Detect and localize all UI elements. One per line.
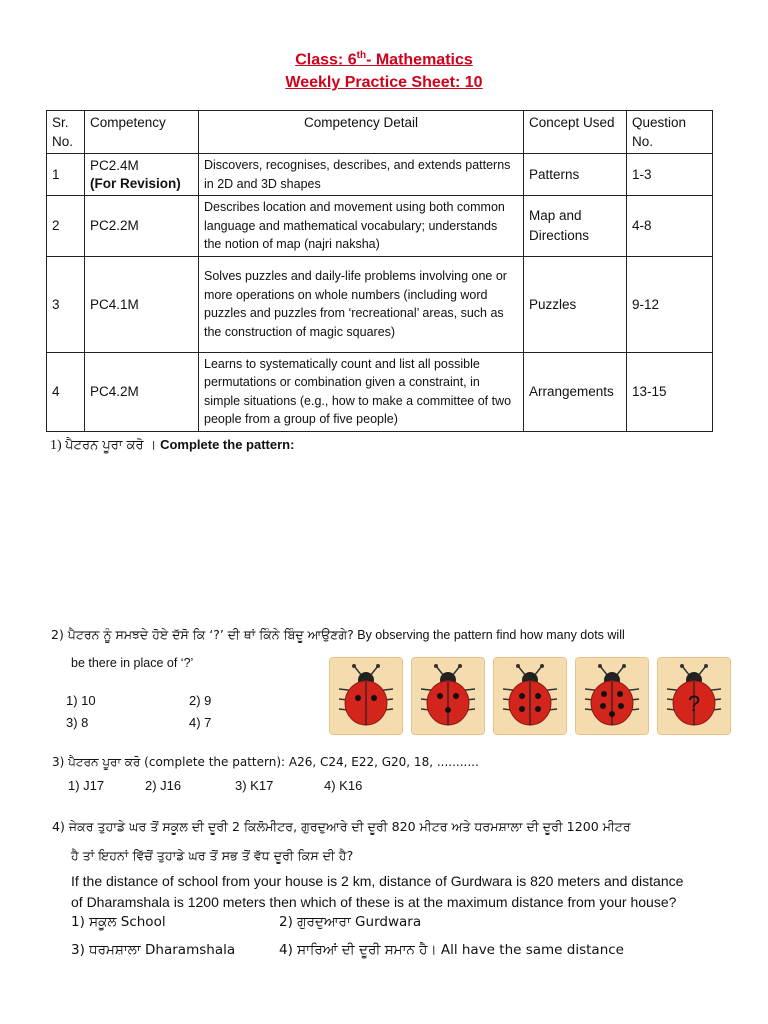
table-row: [47, 352, 713, 431]
cell-detail: Describes location and movement using both common language and mathematical vocabulary; understands the notion of map (najri naksha): [199, 196, 524, 257]
cell-competency: PC4.1M: [85, 256, 199, 352]
cell-sr: 3: [47, 256, 85, 352]
cell-concept: Arrangements: [524, 352, 627, 431]
cell-competency: PC2.2M: [85, 196, 199, 257]
ladybug-icon: [330, 658, 402, 734]
header-sr: Sr. No.: [47, 111, 85, 154]
option: 1) J17: [68, 778, 105, 793]
header-qno: Question No.: [627, 111, 713, 154]
cell-qno: 4-8: [627, 196, 713, 257]
cell-qno: 1-3: [627, 154, 713, 196]
cell-qno: 13-15: [627, 352, 713, 431]
table-row: [47, 256, 713, 352]
table-row: [47, 154, 713, 196]
ladybug-pattern: [329, 657, 719, 733]
option: 3) K17: [235, 778, 274, 793]
ladybug-icon: [412, 658, 484, 734]
ladybug-image: [493, 657, 567, 735]
question-2: 2) ਪੈਟਰਨ ਨੂੰ ਸਮਝਦੇ ਹੋਏ ਦੱਸੋ ਕਿ ‘?’ ਦੀ ਥਾਂ ਕਿੰਨੇ ਬਿੰਦੂ ਆਉਣਗੇ? By observing the pattern find how many dots will: [51, 627, 625, 642]
question-2-cont: be there in place of ‘?’: [71, 656, 194, 670]
option: 4) K16: [324, 778, 363, 793]
cell-competency: PC2.4M (For Revision): [85, 154, 199, 196]
question-4-punjabi-cont: ਹੈ ਤਾਂ ਇਹਨਾਂ ਵਿੱਚੋਂ ਤੁਹਾਡੇ ਘਰ ਤੋਂ ਸਭ ਤੋਂ ਵੱਧ ਦੂਰੀ ਕਿਸ ਦੀ ਹੈ?: [71, 848, 354, 863]
cell-concept: Puzzles: [524, 256, 627, 352]
option: 3) ਧਰਮਸ਼ਾਲਾ Dharamshala: [71, 942, 236, 958]
table-row: [47, 196, 713, 257]
option: 2) 9: [189, 693, 212, 708]
ladybug-icon: [494, 658, 566, 734]
ladybug-image: [329, 657, 403, 735]
ladybug-image: [575, 657, 649, 735]
option: 2) ਗੁਰਦੁਆਰਾ Gurdwara: [279, 914, 422, 930]
header-concept: Concept Used: [524, 111, 627, 154]
ladybug-image: [657, 657, 731, 735]
question-4-english-cont: of Dharamshala is 1200 meters then which of these is at the maximum distance from your house?: [71, 894, 677, 910]
option: 3) 8: [66, 715, 89, 730]
cell-concept: Patterns: [524, 154, 627, 196]
question-4-english: If the distance of school from your house is 2 km, distance of Gurdwara is 820 meters and distance: [71, 873, 684, 889]
revision-note: (For Revision): [90, 175, 181, 191]
cell-detail: Discovers, recognises, describes, and extends patterns in 2D and 3D shapes: [199, 154, 524, 196]
table-header-row: [47, 111, 713, 154]
option: 2) J16: [145, 778, 182, 793]
cell-competency: PC4.2M: [85, 352, 199, 431]
header-competency: Competency: [85, 111, 199, 154]
sheet-title: Weekly Practice Sheet: 10: [285, 74, 483, 91]
cell-concept: Map and Directions: [524, 196, 627, 257]
class-title: Class: 6th- Mathematics: [295, 50, 473, 69]
question-3: 3) ਪੈਟਰਨ ਪੂਰਾ ਕਰੋ (complete the pattern): A26, C24, E22, G20, 18, ...........: [52, 755, 479, 769]
ladybug-icon: [658, 658, 730, 734]
option: 1) 10: [66, 693, 96, 708]
ladybug-icon: [576, 658, 648, 734]
cell-sr: 1: [47, 154, 85, 196]
ladybug-image: [411, 657, 485, 735]
cell-detail: Learns to systematically count and list all possible permutations or combination given a constraint, in simple situations (e.g., how to make a committee of two people from a group of five people): [199, 352, 524, 431]
cell-sr: 4: [47, 352, 85, 431]
option: 4) ਸਾਰਿਆਂ ਦੀ ਦੂਰੀ ਸਮਾਨ ਹੈ। All have the same distance: [279, 942, 624, 958]
header-detail: Competency Detail: [199, 111, 524, 154]
cell-detail: Solves puzzles and daily-life problems involving one or more operations on whole numbers (including word puzzles and puzzles from ‘recreational’ areas, such as the construction of magic squares): [199, 256, 524, 352]
cell-qno: 9-12: [627, 256, 713, 352]
cell-sr: 2: [47, 196, 85, 257]
competency-table: [46, 110, 713, 432]
option: 1) ਸਕੂਲ School: [71, 914, 166, 930]
option: 4) 7: [189, 715, 212, 730]
question-1: 1) ਪੈਟਰਨ ਪੂਰਾ ਕਰੋ । Complete the pattern:: [50, 437, 295, 453]
svg-text:?: ?: [687, 691, 701, 716]
question-4-punjabi: 4) ਜੇਕਰ ਤੁਹਾਡੇ ਘਰ ਤੋਂ ਸਕੂਲ ਦੀ ਦੂਰੀ 2 ਕਿਲੋਮੀਟਰ, ਗੁਰਦੁਆਰੇ ਦੀ ਦੂਰੀ 820 ਮੀਟਰ ਅਤੇ ਧਰਮਸ਼ਾਲਾ ਦੀ ਦੂਰੀ 1200 ਮੀਟਰ: [52, 819, 631, 834]
